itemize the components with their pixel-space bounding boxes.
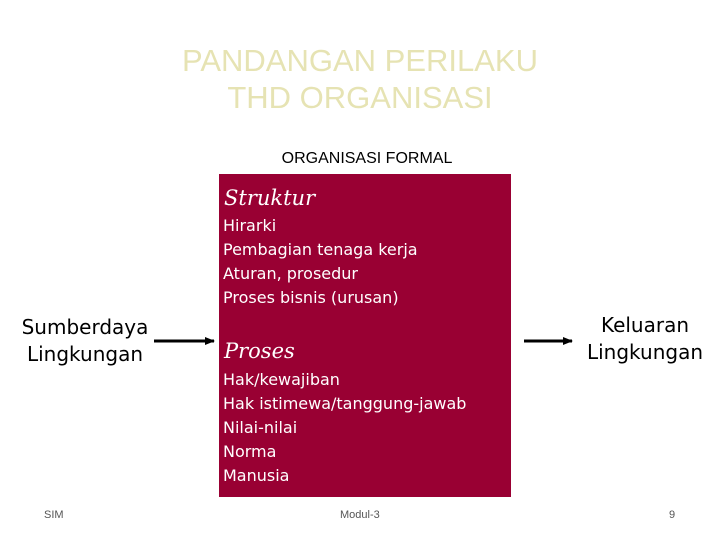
proses-item: Nilai-nilai	[223, 418, 298, 437]
proses-item: Hak istimewa/tanggung-jawab	[223, 394, 467, 413]
footer-left: SIM	[44, 509, 64, 521]
struktur-item: Pembagian tenaga kerja	[223, 240, 418, 259]
input-label-line-2: Lingkungan	[26, 342, 143, 366]
struktur-item: Aturan, prosedur	[223, 264, 358, 283]
output-label-line-2: Lingkungan	[586, 340, 703, 364]
proses-heading: Proses	[224, 339, 295, 363]
input-label-line-1: Sumberdaya	[21, 315, 149, 339]
slide-title-line-2: THD ORGANISASI	[227, 80, 493, 115]
struktur-heading: Struktur	[224, 186, 316, 210]
page-number: 9	[669, 509, 676, 521]
footer-center: Modul-3	[340, 509, 380, 521]
slide-title-line-1: PANDANGAN PERILAKU	[181, 43, 538, 78]
proses-item: Hak/kewajiban	[223, 370, 340, 389]
output-label-line-1: Keluaran	[600, 313, 690, 337]
struktur-item: Proses bisnis (urusan)	[223, 288, 399, 307]
organization-label: ORGANISASI FORMAL	[281, 150, 453, 167]
proses-item: Norma	[223, 442, 277, 461]
struktur-item: Hirarki	[223, 216, 277, 235]
proses-item: Manusia	[223, 466, 290, 485]
